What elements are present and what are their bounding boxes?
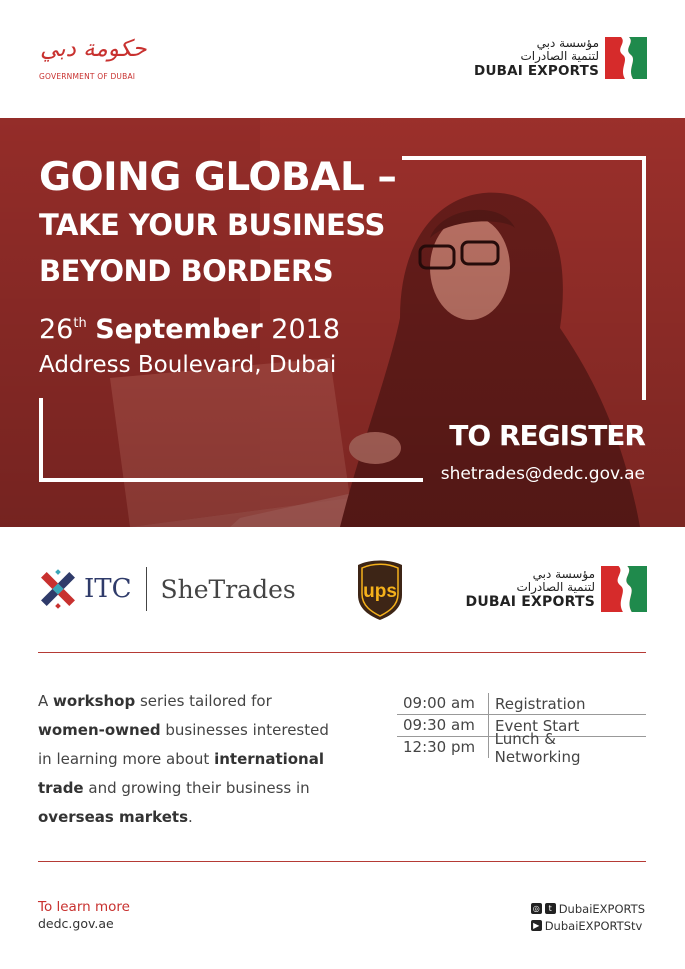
desc-text-3: businesses interested in learning more about: [38, 721, 329, 768]
desc-bold-overseas-markets: overseas markets: [38, 808, 189, 826]
schedule-time: 09:00 am: [397, 693, 489, 714]
hero-frame-right-line: [642, 156, 646, 400]
desc-text-4: and growing their business in: [83, 779, 310, 797]
schedule-event: Event Start: [495, 716, 580, 735]
schedule-event: Lunch & Networking: [494, 729, 581, 766]
social-row-instagram-twitter[interactable]: [531, 900, 645, 917]
desc-text-2: series tailored for: [135, 692, 272, 710]
dubai-exports-arabic-2-b: لتنمية الصادرات: [516, 580, 595, 594]
government-of-dubai-label: GOVERNMENT OF DUBAI: [39, 72, 136, 81]
schedule-row: [397, 729, 646, 766]
schedule-time: 12:30 pm: [397, 737, 489, 758]
event-venue: Address Boulevard, Dubai: [39, 352, 337, 378]
ups-shield-logo[interactable]: [355, 559, 405, 621]
itc-shetrades-logo[interactable]: [38, 567, 296, 611]
government-of-dubai-arabic-logo: حكومة دبي: [40, 36, 147, 62]
register-email-link[interactable]: shetrades@dedc.gov.ae: [440, 464, 645, 484]
divider-bottom: [38, 861, 646, 862]
twitter-icon[interactable]: t: [545, 903, 556, 914]
event-date-year: 2018: [271, 314, 341, 345]
itc-divider: [146, 567, 147, 611]
dubai-exports-english: DUBAI EXPORTS: [474, 63, 599, 79]
dubai-exports-logo-text-2: [466, 568, 595, 610]
dubai-exports-logo-partners[interactable]: [466, 566, 647, 612]
event-date-month: September: [95, 314, 263, 345]
dubai-exports-arabic-2: لتنمية الصادرات: [520, 49, 599, 63]
event-date-suffix: th: [73, 316, 87, 331]
hero-frame-bottom-line: [39, 478, 423, 482]
dubai-exports-arabic-1: مؤسسة دبي: [536, 36, 599, 50]
desc-text-5: .: [188, 808, 193, 826]
itc-label: ITC: [84, 574, 132, 604]
dubai-exports-flag-icon: [605, 37, 647, 79]
dubai-exports-flag-icon-2: [601, 566, 647, 612]
dubai-exports-logo-header[interactable]: [474, 37, 647, 79]
youtube-handle[interactable]: DubaiEXPORTStv: [544, 918, 643, 933]
learn-more-label: To learn more: [38, 899, 130, 915]
itc-cross-icon: [38, 569, 78, 609]
schedule-event: Registration: [495, 694, 586, 713]
dubai-exports-arabic-1-b: مؤسسة دبي: [532, 567, 595, 581]
schedule-time: 09:30 am: [397, 715, 489, 736]
desc-bold-workshop: workshop: [53, 692, 136, 710]
dubai-exports-logo-text: [474, 37, 599, 79]
social-handle[interactable]: DubaiEXPORTS: [558, 901, 645, 916]
schedule-row: [397, 693, 646, 714]
desc-bold-international-trade: international trade: [38, 750, 324, 797]
hero-title-line-3: BEYOND BORDERS: [39, 254, 334, 288]
ups-label: ups: [363, 581, 397, 602]
website-link[interactable]: dedc.gov.ae: [38, 916, 114, 931]
divider-top: [38, 652, 646, 653]
hero-title-line-1: GOING GLOBAL –: [39, 155, 397, 200]
desc-text-1: A: [38, 692, 54, 710]
shetrades-label: SheTrades: [160, 574, 296, 604]
instagram-icon[interactable]: ◎: [531, 903, 542, 914]
register-heading: TO REGISTER: [449, 419, 645, 452]
hero-frame-left-line: [39, 398, 43, 482]
event-date-day: 26: [39, 314, 74, 345]
event-date: [39, 314, 340, 345]
workshop-description: [38, 687, 338, 832]
hero-title-line-2: TAKE YOUR BUSINESS: [39, 208, 385, 242]
youtube-icon[interactable]: ▶: [531, 920, 542, 931]
event-schedule: [397, 693, 646, 766]
dubai-exports-english-b: DUBAI EXPORTS: [465, 594, 595, 610]
hero-frame-top-line: [402, 156, 646, 160]
social-links: [531, 900, 645, 934]
desc-bold-women-owned: women-owned: [38, 721, 161, 739]
social-row-youtube[interactable]: [531, 917, 645, 934]
